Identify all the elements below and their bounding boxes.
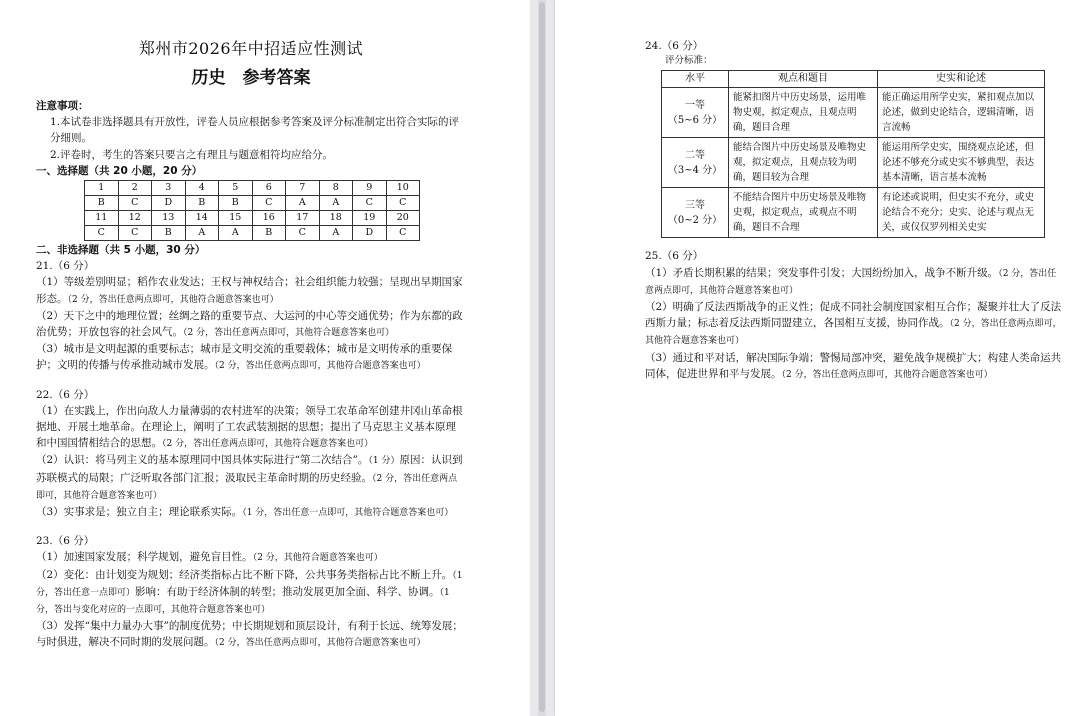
question-number-cell: 17 — [286, 211, 320, 226]
scrollbar-thumb[interactable] — [539, 2, 545, 712]
answer-key-title: 历史 参考答案 — [191, 68, 311, 88]
question-number-cell: 16 — [252, 211, 286, 226]
score-note: （1 分，答出任意一点即可，其他符合题意答案也可） — [242, 508, 454, 519]
question-number-cell: 13 — [152, 211, 186, 226]
question-number-cell: 20 — [386, 211, 420, 226]
answer-cell: C — [386, 196, 420, 211]
mc-answer-table — [84, 180, 420, 241]
score-note: （2 分，答出任意两点即可，其他符合题意答案也可） — [781, 369, 993, 380]
q25-answer-1 — [645, 265, 1063, 299]
level-score: （3~4 分） — [667, 164, 723, 176]
q25-heading: 25.（6 分） — [645, 250, 704, 263]
answer-cell: D — [152, 196, 186, 211]
answer-text: （1）等级差别明显；稻作农业发达；王权与神权结合；社会组织能力较强；呈现出早期国家形态。 — [36, 276, 463, 305]
answer-cell: B — [252, 226, 286, 241]
answer-text: （3）实事求是；独立自主；理论联系实际。 — [36, 506, 243, 519]
level-name: 二等 — [685, 149, 705, 161]
q21-answer-1 — [36, 274, 466, 307]
q25-answer-3 — [645, 350, 1063, 383]
answer-cell: B — [219, 196, 253, 211]
view-cell: 不能结合图片中历史场景及唯物史观，拟定观点，或观点不明确，题目不合理 — [729, 188, 878, 238]
question-number-cell: 5 — [219, 181, 253, 196]
q21-answer-3 — [36, 341, 466, 374]
answer-text: （3）城市是文明起源的重要标志；城市是文明交流的重要载体；城市是文明传承的重要保护；文明的传播与传承推动城市发展。 — [36, 343, 453, 372]
q23-answer-3 — [36, 618, 466, 651]
level-cell — [662, 188, 729, 238]
question-number-cell: 6 — [252, 181, 286, 196]
answer-cell: B — [85, 196, 119, 211]
note-item: 2.评卷时，考生的答案只要言之有理且与题意相符均应给分。 — [50, 148, 334, 161]
answer-text: （2）天下之中的地理位置；丝绸之路的重要节点、大运河的中心等交通优势；作为东都的政治优势；开放包容的社会风气。 — [36, 309, 463, 339]
col-header: 观点和题目 — [729, 71, 878, 88]
score-note: （2 分，答出任意两点即可，其他符合题意答案也可） — [645, 319, 1062, 347]
level-score: （5~6 分） — [667, 114, 723, 126]
criteria-row — [662, 188, 1045, 238]
score-note: （2 分，答出任意两点即可，其他符合题意答案也可） — [162, 439, 374, 450]
level-name: 一等 — [685, 99, 705, 111]
page-1-content — [36, 38, 466, 652]
exam-title: 郑州市2026年中招适应性测试 — [138, 39, 364, 58]
answer-cell: A — [286, 196, 320, 211]
criteria-label: 评分标准： — [665, 55, 713, 67]
score-note: （1 分，答出与变化对应的一点即可，其他符合题意答案也可） — [36, 587, 450, 616]
level-cell — [662, 88, 729, 138]
answer-cell: C — [118, 196, 152, 211]
score-note: （2 分，答出任意两点即可，其他符合题意答案也可） — [645, 268, 1057, 296]
q22-heading: 22.（6 分） — [36, 388, 95, 401]
proof-cell: 有论述或说明，但史实不充分，或史论结合不充分；史实、论述与观点无关，或仅仅罗列相关史实 — [878, 188, 1045, 238]
score-note: （2 分，答出任意两点即可，其他符合题意答案也可） — [67, 294, 279, 305]
question-number-cell: 19 — [353, 211, 387, 226]
answer-cell: C — [353, 196, 387, 211]
answer-cell: A — [185, 226, 219, 241]
q25-answers — [573, 265, 1063, 383]
proof-cell: 能正确运用所学史实，紧扣观点加以论述，做到史论结合，逻辑清晰，语言流畅 — [878, 88, 1045, 138]
question-number-cell: 18 — [319, 211, 353, 226]
view-cell: 能紧扣图片中历史场景，运用唯物史观，拟定观点，且观点明确，题目合理 — [729, 88, 878, 138]
criteria-row — [662, 138, 1045, 188]
proof-cell: 能运用所学史实，围绕观点论述，但论述不够充分或史实不够典型，表达基本清晰，语言基本流畅 — [878, 138, 1045, 188]
answer-cell: C — [386, 226, 420, 241]
question-number-cell: 1 — [85, 181, 119, 196]
q25-answer-2 — [645, 299, 1063, 350]
answer-text: 原因：认识到苏联模式的局限；广泛听取各部门汇报；汲取民主革命时期的历史经验。 — [36, 454, 463, 484]
answer-cell: B — [185, 196, 219, 211]
answer-cell: C — [85, 226, 119, 241]
score-note: （1 分，答出任意一点即可） — [36, 570, 463, 598]
question-number-cell: 4 — [185, 181, 219, 196]
answer-text: （1）加速国家发展；科学规划，避免盲目性。 — [36, 551, 253, 564]
answer-cell: C — [252, 196, 286, 211]
q22-answer-1 — [36, 403, 466, 453]
q21-answer-2 — [36, 308, 466, 341]
answer-text: （2）变化：由计划变为规划；经济类指标占比不断下降，公共事务类指标占比不断上升。 — [36, 568, 453, 581]
question-number-cell: 10 — [386, 181, 420, 196]
score-note: （2 分，答出任意两点即可，其他符合题意答案也可） — [183, 328, 395, 339]
score-note: （2 分，其他符合题意答案也可） — [252, 553, 383, 564]
question-number-row — [85, 181, 420, 196]
question-number-cell: 14 — [185, 211, 219, 226]
score-note: （2 分，答出任意两点即可，其他符合题意答案也可） — [214, 638, 426, 649]
answer-text: （1）在实践上，作出向敌人力量薄弱的农村进军的决策；领导工农革命军创建井冈山革命根据地、开展土地革命。在理论上，阐明了工农武装割据的思想；提出了马克思主义基本原理和中国国情相结合的思想。 — [36, 404, 463, 450]
level-score: （0~2 分） — [667, 214, 723, 226]
question-number-cell: 3 — [152, 181, 186, 196]
score-note: （1 分） — [368, 456, 400, 467]
q23-answer-1 — [36, 549, 466, 566]
score-note: （2 分，答出任意两点即可，其他符合题意答案也可） — [36, 473, 458, 501]
view-cell: 能结合图片中历史场景及唯物史观，拟定观点，且观点较为明确，题目较为合理 — [729, 138, 878, 188]
page-2 — [555, 0, 1080, 716]
question-number-cell: 8 — [319, 181, 353, 196]
answer-text: （1）矛盾长期积累的结果；突发事件引发；大国纷纷加入，战争不断升级。 — [645, 266, 999, 279]
answer-text: 影响：有助于经济体制的转型；推动发展更加全面、科学、协调。 — [135, 585, 440, 598]
answer-row — [85, 196, 420, 211]
level-cell — [662, 138, 729, 188]
answer-text: （3）发挥“集中力量办大事”的制度优势；中长期规划和顶层设计，有利于长远、统筹发展；与时俱进，解决不同时期的发展问题。 — [36, 620, 463, 649]
answer-cell: A — [319, 226, 353, 241]
col-header: 史实和论述 — [878, 71, 1045, 88]
criteria-row — [662, 88, 1045, 138]
question-number-cell: 2 — [118, 181, 152, 196]
answer-cell: C — [118, 226, 152, 241]
question-number-cell: 11 — [85, 211, 119, 226]
q22-answer-2 — [36, 452, 466, 504]
answer-cell: A — [219, 226, 253, 241]
question-number-cell: 9 — [353, 181, 387, 196]
question-number-cell: 12 — [118, 211, 152, 226]
nonmc-heading: 二、非选择题（共 5 小题，30 分） — [36, 244, 206, 257]
col-header: 水平 — [662, 71, 729, 88]
answer-text: （3）通过和平对话，解决国际争端；警惕局部冲突，避免战争规模扩大；构建人类命运共同体，促进世界和平与发展。 — [645, 351, 1062, 380]
note-item: 1.本试卷非选择题具有开放性，评卷人员应根据参考答案及评分标准制定出符合实际的评分细则。 — [50, 116, 460, 145]
mc-heading: 一、选择题（共 20 小题，20 分） — [36, 164, 203, 177]
q21-heading: 21.（6 分） — [36, 260, 95, 273]
answer-cell: A — [319, 196, 353, 211]
answer-cell: B — [152, 226, 186, 241]
q23-answer-2 — [36, 567, 466, 619]
page-2-content — [573, 38, 1063, 383]
answer-cell: C — [286, 226, 320, 241]
score-note: （2 分，答出任意两点即可，其他符合题意答案也可） — [214, 361, 426, 372]
q24-heading: 24.（6 分） — [645, 40, 704, 52]
notes-heading: 注意事项： — [36, 100, 89, 112]
answer-text: （2）认识：将马列主义的基本原理同中国具体实际进行“第二次结合”。 — [36, 454, 369, 467]
page-1 — [0, 0, 530, 716]
question-number-cell: 7 — [286, 181, 320, 196]
level-name: 三等 — [685, 199, 705, 211]
q24-criteria-table — [661, 70, 1045, 238]
q22-answer-3 — [36, 504, 466, 521]
answer-row — [85, 226, 420, 241]
q23-heading: 23.（6 分） — [36, 535, 95, 548]
question-number-cell: 15 — [219, 211, 253, 226]
answer-cell: D — [353, 226, 387, 241]
question-number-row — [85, 211, 420, 226]
answer-text: （2）明确了反法西斯战争的正义性；促成不同社会制度国家相互合作；凝聚并壮大了反法西斯力量；标志着反法西斯同盟建立，各国相互支援，协同作战。 — [645, 301, 1062, 330]
